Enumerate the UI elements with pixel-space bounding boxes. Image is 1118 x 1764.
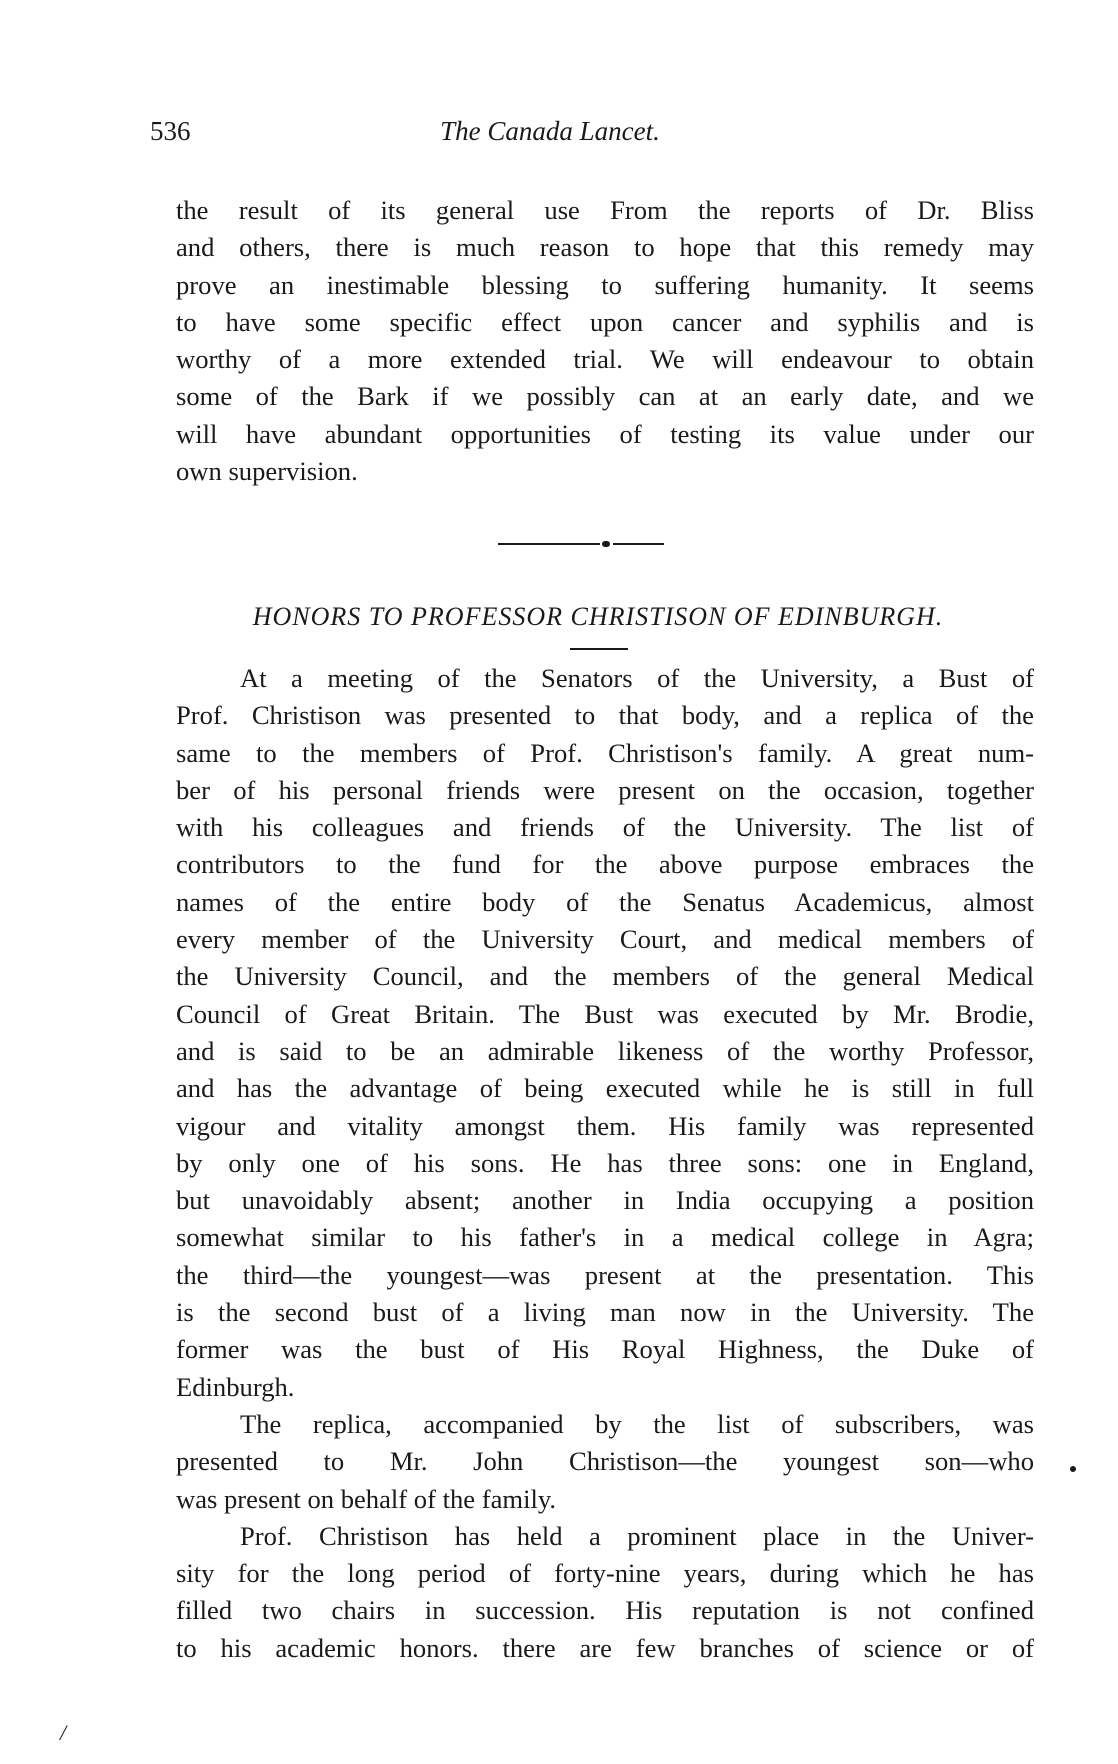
running-title: The Canada Lancet.	[440, 116, 660, 146]
text-line: and others, there is much reason to hope that this remedy may	[176, 232, 1034, 263]
text-line: same to the members of Prof. Christison's family. A great num-	[176, 737, 1034, 768]
article-body	[176, 660, 1034, 1667]
text-line: names of the entire body of the Senatus Academicus, almost	[176, 886, 1034, 917]
text-line: contributors to the fund for the above purpose embraces the	[176, 849, 1034, 880]
text-line: and has the advantage of being executed while he is still in full	[176, 1073, 1034, 1104]
text-line: to have some specific effect upon cancer and syphilis and is	[176, 306, 1034, 337]
margin-dot	[1070, 1466, 1076, 1472]
text-line: by only one of his sons. He has three sons: one in England,	[176, 1147, 1034, 1178]
divider-rule-right	[613, 543, 664, 545]
text-line: ber of his personal friends were present on the occasion, together	[176, 774, 1034, 805]
text-line: every member of the University Court, and medical members of	[176, 924, 1034, 955]
text-line: the third—the youngest—was present at the presentation. This	[176, 1259, 1034, 1290]
heading-underline	[570, 648, 628, 650]
text-line: to his academic honors. there are few branches of science or of	[176, 1632, 1034, 1663]
text-line: but unavoidably absent; another in India occupying a position	[176, 1185, 1034, 1216]
text-line: Prof. Christison has held a prominent place in the Univer-	[240, 1520, 1034, 1551]
divider-ornament	[602, 541, 610, 547]
text-line: will have abundant opportunities of testing its value under our	[176, 418, 1034, 449]
text-line: filled two chairs in succession. His reputation is not confined	[176, 1595, 1034, 1626]
text-line: Edinburgh.	[176, 1371, 295, 1402]
page-number: 536	[150, 116, 191, 146]
margin-mark: /	[60, 1720, 67, 1745]
text-line: was present on behalf of the family.	[176, 1483, 557, 1514]
text-line: former was the bust of His Royal Highness, the Duke of	[176, 1334, 1034, 1365]
page-header	[150, 116, 950, 166]
text-line: and is said to be an admirable likeness of the worthy Professor,	[176, 1035, 1034, 1066]
text-line: The replica, accompanied by the list of subscribers, was	[240, 1408, 1034, 1439]
text-line: somewhat similar to his father's in a medical college in Agra;	[176, 1222, 1034, 1253]
text-line: the result of its general use From the reports of Dr. Bliss	[176, 195, 1034, 225]
section-divider	[498, 540, 664, 548]
text-line: the University Council, and the members of the general Medical	[176, 961, 1034, 992]
text-line: worthy of a more extended trial. We will endeavour to obtain	[176, 344, 1034, 375]
text-line: some of the Bark if we possibly can at an early date, and we	[176, 381, 1034, 412]
text-line: with his colleagues and friends of the University. The list of	[176, 812, 1034, 843]
text-line: own supervision.	[176, 456, 358, 487]
text-line: At a meeting of the Senators of the University, a Bust of	[240, 663, 1034, 693]
intro-paragraph	[176, 192, 1034, 490]
text-line: sity for the long period of forty-nine years, during which he has	[176, 1558, 1034, 1589]
text-line: vigour and vitality amongst them. His family was represented	[176, 1110, 1034, 1141]
text-line: Prof. Christison was presented to that body, and a replica of the	[176, 700, 1034, 731]
article-heading: HONORS TO PROFESSOR CHRISTISON OF EDINBURGH.	[252, 602, 944, 631]
text-line: presented to Mr. John Christison—the youngest son—who	[176, 1446, 1034, 1477]
text-line: is the second bust of a living man now in the University. The	[176, 1297, 1034, 1328]
text-line: prove an inestimable blessing to suffering humanity. It seems	[176, 269, 1034, 300]
text-line: Council of Great Britain. The Bust was executed by Mr. Brodie,	[176, 998, 1034, 1029]
divider-rule-left	[498, 543, 600, 545]
